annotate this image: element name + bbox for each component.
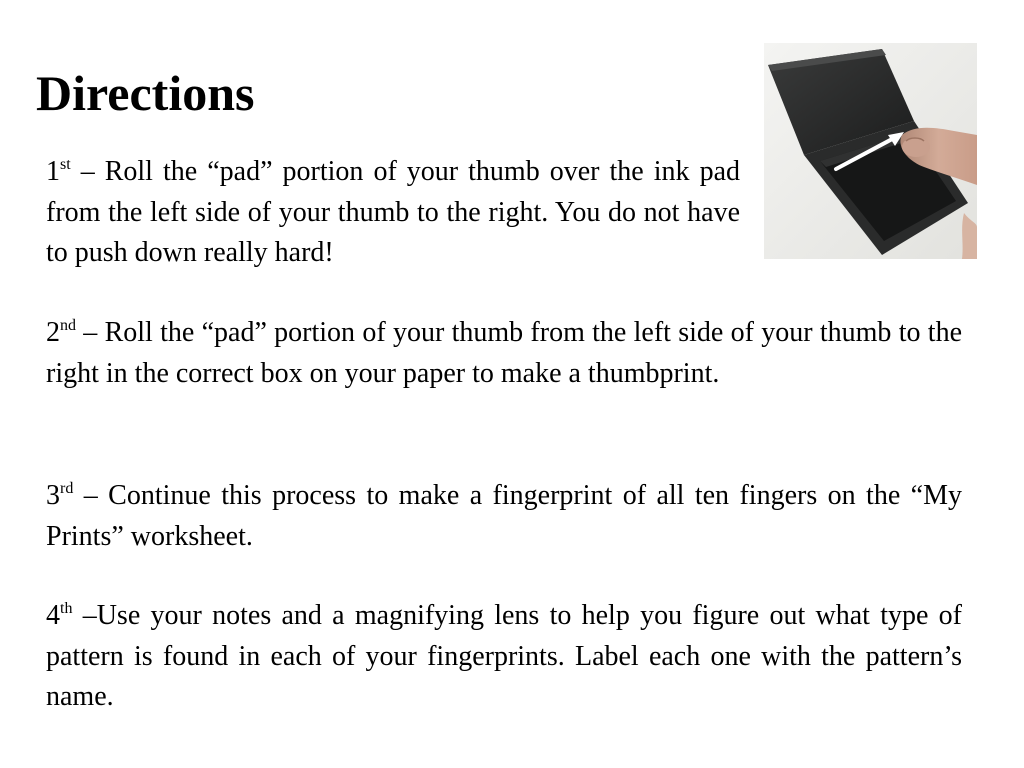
step-3-ordinal: rd [60, 480, 74, 497]
step-3 [46, 476, 962, 557]
step-2 [46, 313, 962, 394]
step-4-ordinal: th [60, 600, 73, 617]
ink-pad-thumb-photo [764, 43, 977, 259]
step-1-number: 1 [46, 156, 60, 187]
step-3-text: – Continue this process to make a fingerprint of all ten fingers on the “My Prints” worksheet. [46, 480, 962, 552]
step-4-number: 4 [46, 600, 60, 631]
slide-title: Directions [36, 65, 255, 121]
step-1-text: – Roll the “pad” portion of your thumb over the ink pad from the left side of your thumb to the right. You do not have to push down really hard! [46, 156, 740, 268]
step-2-number: 2 [46, 317, 60, 348]
step-1-ordinal: st [60, 156, 71, 173]
step-3-number: 3 [46, 480, 60, 511]
step-4-text: –Use your notes and a magnifying lens to help you figure out what type of pattern is found in each of your fingerprints. Label each one with the pattern’s name. [46, 600, 962, 712]
step-2-text: – Roll the “pad” portion of your thumb from the left side of your thumb to the right in the correct box on your paper to make a thumbprint. [46, 317, 962, 389]
step-2-ordinal: nd [60, 317, 76, 334]
step-1 [46, 152, 740, 274]
step-4 [46, 596, 962, 718]
